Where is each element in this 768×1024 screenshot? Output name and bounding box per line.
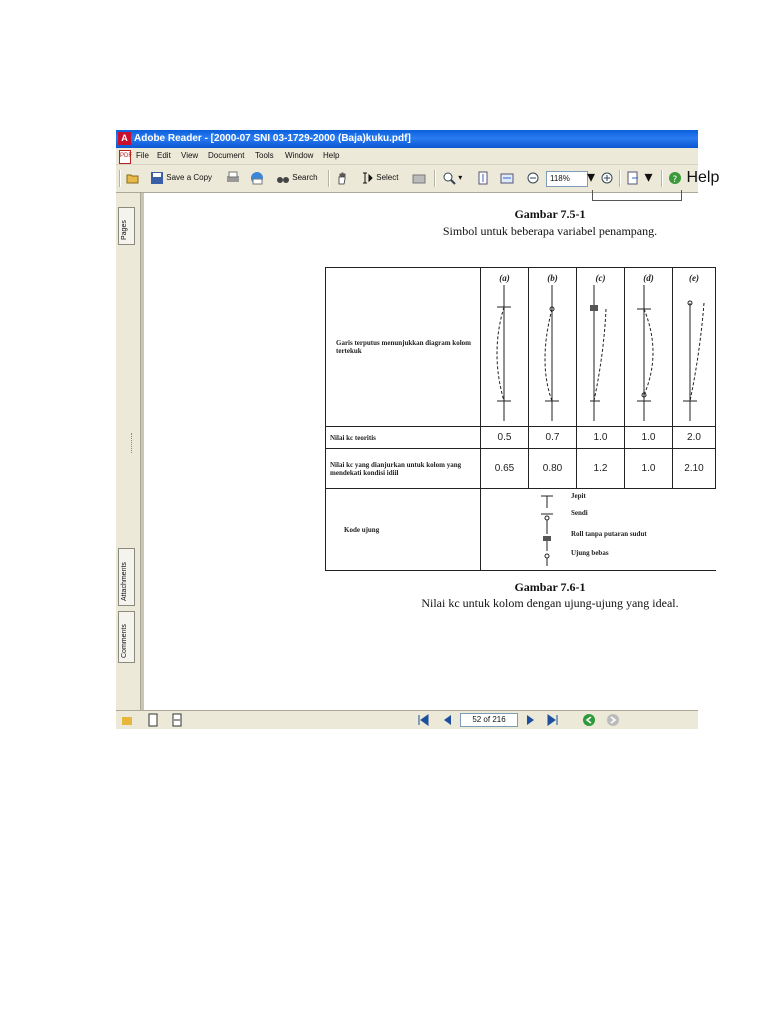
print-button[interactable] — [226, 169, 240, 187]
tab-attachments-label: Attachments — [121, 562, 128, 601]
column-e-diagram — [673, 268, 716, 427]
title-bar — [116, 130, 698, 148]
column-e-label: (e) — [689, 273, 699, 283]
fit-width-icon — [500, 171, 514, 185]
floating-box — [592, 190, 682, 201]
page-rotate-icon — [626, 171, 640, 185]
menu-window[interactable]: Window — [285, 151, 314, 160]
search-label: Search — [292, 173, 318, 182]
recommended-value-a: 0.65 — [481, 449, 529, 489]
next-page-icon[interactable] — [524, 713, 538, 727]
recommended-value-c: 1.2 — [577, 449, 625, 489]
column-c-diagram — [577, 268, 625, 427]
menu-edit[interactable]: Edit — [157, 151, 171, 160]
menu-document[interactable]: Document — [208, 151, 245, 160]
minus-circle-icon — [526, 171, 540, 185]
single-page-icon[interactable] — [146, 713, 160, 727]
go-forward-icon[interactable] — [606, 713, 620, 727]
recommended-value-d: 1.0 — [625, 449, 673, 489]
first-page-icon[interactable] — [416, 713, 430, 727]
row-diagram-label: Garis terputus menunjukkan diagram kolom tertekuk — [326, 268, 481, 427]
text-cursor-icon — [360, 171, 374, 185]
search-button[interactable] — [276, 169, 318, 187]
column-d-diagram — [625, 268, 673, 427]
select-label: Select — [376, 173, 399, 182]
recommended-value-e: 2.10 — [673, 449, 716, 489]
column-e-sketch — [674, 283, 714, 423]
snapshot-button[interactable] — [412, 169, 426, 187]
chevron-down-icon: ▾ — [458, 173, 463, 182]
theoretical-value-c: 1.0 — [577, 427, 625, 449]
help-icon — [668, 171, 682, 185]
rotate-view-button[interactable] — [626, 169, 652, 187]
printer-icon — [226, 171, 240, 185]
tab-pages-label: Pages — [121, 220, 128, 240]
camera-icon — [412, 171, 426, 185]
plus-circle-icon — [600, 171, 614, 185]
column-b-diagram — [529, 268, 577, 427]
save-copy-button[interactable] — [150, 169, 212, 187]
hand-tool-button[interactable] — [335, 169, 349, 187]
select-tool-button[interactable] — [360, 169, 398, 187]
magnifier-zoom-icon — [442, 171, 456, 185]
chevron-down-icon: ▾ — [587, 169, 596, 186]
zoom-dropdown-button[interactable] — [587, 169, 595, 187]
zoom-out-button[interactable] — [526, 169, 540, 187]
folder-open-icon — [126, 171, 140, 185]
save-copy-label: Save a Copy — [166, 173, 213, 182]
end-code-legend — [481, 489, 716, 571]
navigation-panel — [116, 193, 141, 710]
security-icon[interactable] — [120, 713, 134, 727]
zoom-in-button[interactable] — [442, 169, 462, 187]
kc-table — [325, 267, 716, 571]
previous-page-icon[interactable] — [440, 713, 454, 727]
globe-mail-icon — [250, 171, 264, 185]
floppy-disk-icon — [150, 171, 164, 185]
open-button[interactable] — [126, 169, 140, 187]
theoretical-value-e: 2.0 — [673, 427, 716, 449]
figure-7-6-1-title: Gambar 7.6-1 — [514, 580, 586, 594]
column-b-label: (b) — [547, 273, 558, 283]
help-label: Help — [686, 169, 720, 186]
legend-sendi: Sendi — [571, 509, 588, 517]
column-d-sketch — [626, 283, 670, 423]
legend-roll: Roll tanpa putaran sudut — [571, 530, 647, 538]
row-theoretical-label: Nilai kc teoritis — [326, 427, 481, 449]
theoretical-value-a: 0.5 — [481, 427, 529, 449]
column-a-sketch — [482, 283, 526, 423]
continuous-page-icon[interactable] — [170, 713, 184, 727]
legend-ujung-bebas: Ujung bebas — [571, 549, 609, 557]
window-title: Adobe Reader - [2000-07 SNI 03-1729-2000 (Baja)kuku.pdf] — [134, 133, 411, 144]
legend-jepit: Jepit — [571, 492, 586, 500]
binoculars-icon — [276, 171, 290, 185]
row-recommended-label: Nilai kc yang dianjurkan untuk kolom yang mendekati kondisi idiil — [326, 449, 481, 489]
column-d-label: (d) — [643, 273, 654, 283]
figure-7-6-1-caption: Nilai kc untuk kolom dengan ujung-ujung yang ideal. — [421, 596, 679, 610]
svg-text:?: ? — [672, 174, 678, 185]
adobe-reader-icon: A — [118, 132, 131, 145]
help-button[interactable] — [668, 169, 719, 187]
theoretical-value-d: 1.0 — [625, 427, 673, 449]
figure-7-5-1-title: Gambar 7.5-1 — [514, 207, 586, 221]
menu-bar — [116, 148, 698, 165]
tab-comments-label: Comments — [121, 624, 128, 658]
zoom-in-plus-button[interactable] — [600, 169, 614, 187]
go-back-icon[interactable] — [582, 713, 596, 727]
column-a-label: (a) — [499, 273, 510, 283]
fit-width-button[interactable] — [500, 169, 514, 187]
fit-page-button[interactable] — [476, 169, 490, 187]
toolbar-separator — [619, 170, 621, 187]
recommended-value-b: 0.80 — [529, 449, 577, 489]
tab-comments[interactable] — [118, 611, 135, 663]
end-code-symbols — [537, 492, 557, 568]
panel-splitter[interactable] — [131, 433, 134, 453]
hand-icon — [335, 171, 349, 185]
email-button[interactable] — [250, 169, 264, 187]
toolbar-grip — [119, 170, 121, 187]
figure-7-5-1-caption: Simbol untuk beberapa variabel penampang. — [442, 224, 658, 238]
document-icon[interactable]: PDF — [119, 150, 131, 164]
page-edge — [141, 193, 144, 710]
menu-tools[interactable]: Tools — [255, 151, 274, 160]
last-page-icon[interactable] — [546, 713, 560, 727]
column-c-sketch — [578, 283, 622, 423]
theoretical-value-b: 0.7 — [529, 427, 577, 449]
menu-help[interactable]: Help — [323, 151, 340, 160]
menu-view[interactable]: View — [181, 151, 199, 160]
chevron-down-icon: ▾ — [644, 169, 653, 186]
tab-attachments[interactable] — [118, 548, 135, 606]
zoom-level-input[interactable]: 118% — [546, 171, 588, 187]
column-a-diagram — [481, 268, 529, 427]
column-b-sketch — [530, 283, 574, 423]
toolbar-separator — [661, 170, 663, 187]
row-end-code-label: Kode ujung — [326, 489, 481, 571]
page-number-field[interactable]: 52 of 216 — [460, 713, 518, 727]
toolbar-separator — [434, 170, 436, 187]
menu-file[interactable]: File — [136, 151, 149, 160]
status-bar — [116, 710, 698, 729]
tab-pages[interactable] — [118, 207, 135, 245]
fit-page-icon — [476, 171, 490, 185]
toolbar-separator — [328, 170, 330, 187]
column-c-label: (c) — [595, 273, 606, 283]
